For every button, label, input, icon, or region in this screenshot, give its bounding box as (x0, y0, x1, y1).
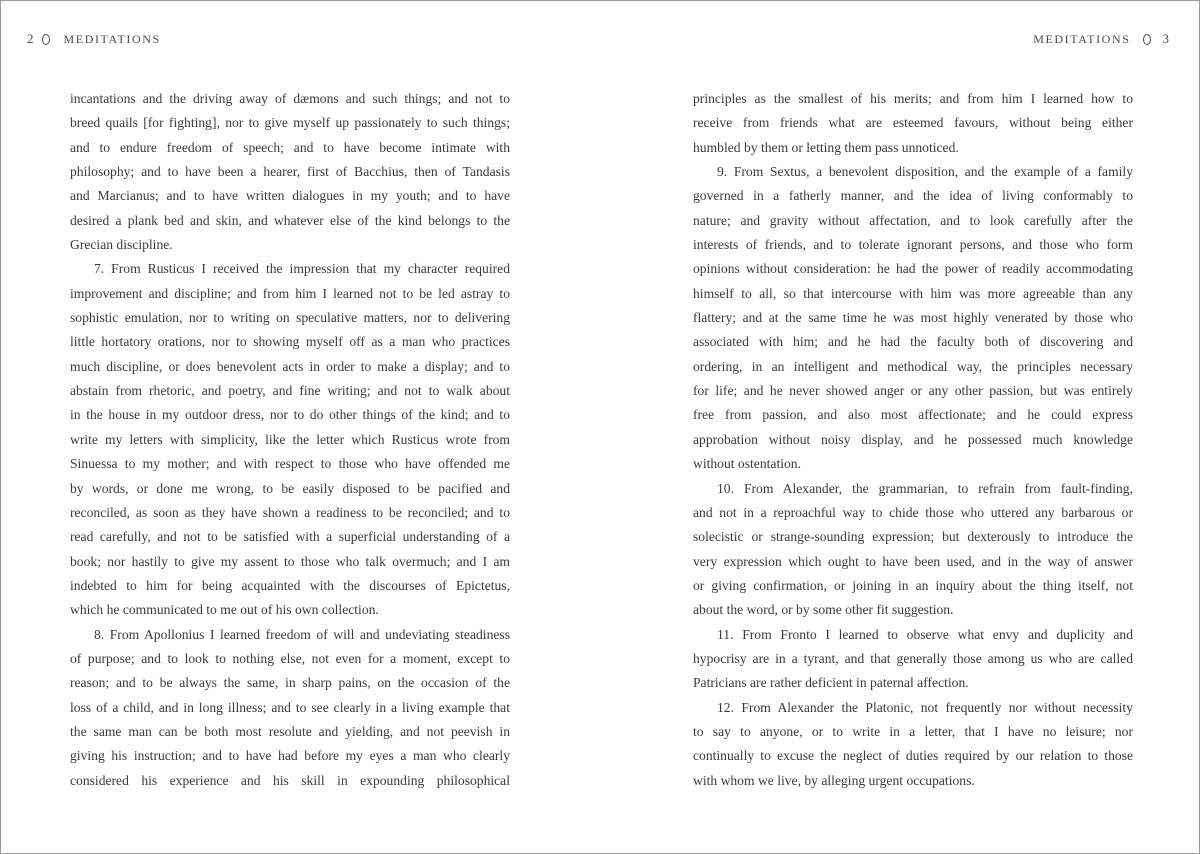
paragraph (693, 160, 1133, 476)
text-line: 12. From Alexander the Platonic, not frequently nor without necessity (717, 699, 1133, 715)
text-line: and not in a reproachful way to chide those who uttered any barbarous or (693, 504, 1133, 520)
text-line: 10. From Alexander, the grammarian, to refrain from fault-finding, (717, 480, 1133, 496)
text-line: nature; and gravity without affectation, and to look carefully after the (693, 212, 1133, 228)
text-line: Grecian discipline. (70, 237, 173, 253)
ring-ornament-icon (1143, 34, 1151, 45)
text-line: 8. From Apollonius I learned freedom of will and undeviating steadiness (94, 626, 510, 642)
paragraph (693, 87, 1133, 160)
text-line: giving his instruction; and to have had before my eyes a man who clearly (70, 748, 510, 764)
text-line: in the house in my outdoor dress, nor to do other things of the kind; and to (70, 407, 510, 423)
text-line: and to endure freedom of speech; and to have become intimate with (70, 139, 510, 155)
text-line: principles as the smallest of his merits; and from him I learned how to (693, 91, 1133, 106)
ring-ornament-icon (42, 34, 50, 45)
text-line: sophistic emulation, nor to writing on speculative matters, nor to delivering (70, 310, 510, 326)
text-line: interests of friends, and to tolerate ignorant persons, and those who form (693, 237, 1133, 253)
text-line: himself to all, so that intercourse with him was more agreeable than any (693, 285, 1133, 301)
text-line: receive from friends what are esteemed favours, without being either (693, 115, 1133, 131)
paragraph (70, 623, 510, 793)
text-line: approbation without noisy display, and he possessed much knowledge (693, 431, 1133, 447)
text-line: little hortatory orations, nor to showing myself off as a man who practices (70, 334, 510, 350)
paragraph (693, 477, 1133, 623)
text-line: with whom we live, by alleging urgent occupations. (693, 772, 975, 788)
text-line: reconciled, as soon as they have shown a readiness to be reconciled; and to (70, 504, 510, 520)
paragraph (693, 696, 1133, 793)
text-line: read carefully, and not to be satisfied with a superficial understanding of a (70, 529, 510, 545)
text-line: for life; and he never showed anger or any other passion, but was entirely (693, 383, 1133, 399)
text-line: very expression which ought to have been used, and in the way of answer (693, 553, 1133, 569)
text-line: write my letters with simplicity, like the letter which Rusticus wrote from (70, 431, 510, 447)
text-line: indebted to him for being acquainted with the discourses of Epictetus, (70, 577, 510, 593)
text-line: Patricians are rather deficient in paternal affection. (693, 675, 969, 691)
text-line: the same man can be both most resolute and yielding, and not peevish in (70, 723, 510, 739)
text-line: abstain from rhetoric, and poetry, and fine writing; and not to walk about (70, 383, 510, 399)
right-page-text (693, 87, 1133, 793)
running-head-title: MEDITATIONS (1033, 31, 1131, 46)
text-line: to say to anyone, or to write in a letter, that I have no leisure; nor (693, 723, 1133, 739)
text-line: continually to excuse the neglect of duties required by our relation to those (693, 748, 1133, 764)
text-line: ordering, in an intelligent and methodical way, the principles necessary (693, 358, 1133, 374)
text-line: loss of a child, and in long illness; and to see clearly in a living example that (70, 699, 510, 715)
text-line: philosophy; and to have been a hearer, first of Bacchius, then of Tandasis (70, 164, 510, 180)
left-running-head (27, 30, 161, 48)
page-number: 3 (1162, 31, 1169, 46)
running-head-title: MEDITATIONS (63, 31, 161, 46)
paragraph (70, 257, 510, 622)
text-line: which he communicated to me out of his own collection. (70, 602, 379, 618)
text-line: 11. From Fronto I learned to observe what envy and duplicity and (717, 626, 1133, 642)
text-line: solecistic or strange-sounding expression; but dexterously to introduce the (693, 529, 1133, 545)
text-line: breed quails [for fighting], nor to give myself up passionately to such things; (70, 115, 510, 131)
text-line: hypocrisy are in a tyrant, and that generally those among us who are called (693, 650, 1133, 666)
right-running-head (1033, 30, 1169, 48)
text-line: and Marcianus; and to have written dialogues in my youth; and to have (70, 188, 510, 204)
text-line: considered his experience and his skill in expounding philosophical (70, 772, 510, 788)
text-line: reason; and to be always the same, in sharp pains, on the occasion of the (70, 675, 510, 691)
text-line: 9. From Sextus, a benevolent disposition, and the example of a family (717, 164, 1133, 180)
text-line: by words, or done me wrong, to be easily disposed to be pacified and (70, 480, 510, 496)
right-page (600, 1, 1199, 853)
text-line: opinions without consideration: he had the power of readily accommodating (693, 261, 1133, 277)
text-line: humbled by them or letting them pass unnoticed. (693, 139, 959, 155)
left-page (1, 1, 600, 853)
text-line: about the word, or by some other fit suggestion. (693, 602, 954, 618)
text-line: book; nor hastily to give my assent to those who talk overmuch; and I am (70, 553, 510, 569)
text-line: flattery; and at the same time he was most highly venerated by those who (693, 310, 1133, 326)
text-line: or giving confirmation, or joining in an inquiry about the thing itself, not (693, 577, 1133, 593)
text-line: 7. From Rusticus I received the impression that my character required (94, 261, 510, 277)
text-line: free from passion, and also most affectionate; and he could express (693, 407, 1133, 423)
page-number: 2 (27, 31, 34, 46)
paragraph (70, 87, 510, 257)
text-line: Sinuessa to my mother; and with respect to those who have offended me (70, 456, 510, 472)
text-line: improvement and discipline; and from him I learned not to be led astray to (70, 285, 510, 301)
text-line: without ostentation. (693, 456, 801, 472)
text-line: much discipline, or does benevolent acts in order to make a display; and to (70, 358, 510, 374)
text-line: associated with him; and he had the faculty both of discovering and (693, 334, 1133, 350)
paragraph (693, 623, 1133, 696)
text-line: incantations and the driving away of dæmons and such things; and not to (70, 91, 510, 106)
text-line: governed in a fatherly manner, and the idea of living conformably to (693, 188, 1133, 204)
left-page-text (70, 87, 510, 793)
text-line: of purpose; and to look to nothing else, not even for a moment, except to (70, 650, 510, 666)
text-line: desired a plank bed and skin, and whatever else of the kind belongs to the (70, 212, 510, 228)
